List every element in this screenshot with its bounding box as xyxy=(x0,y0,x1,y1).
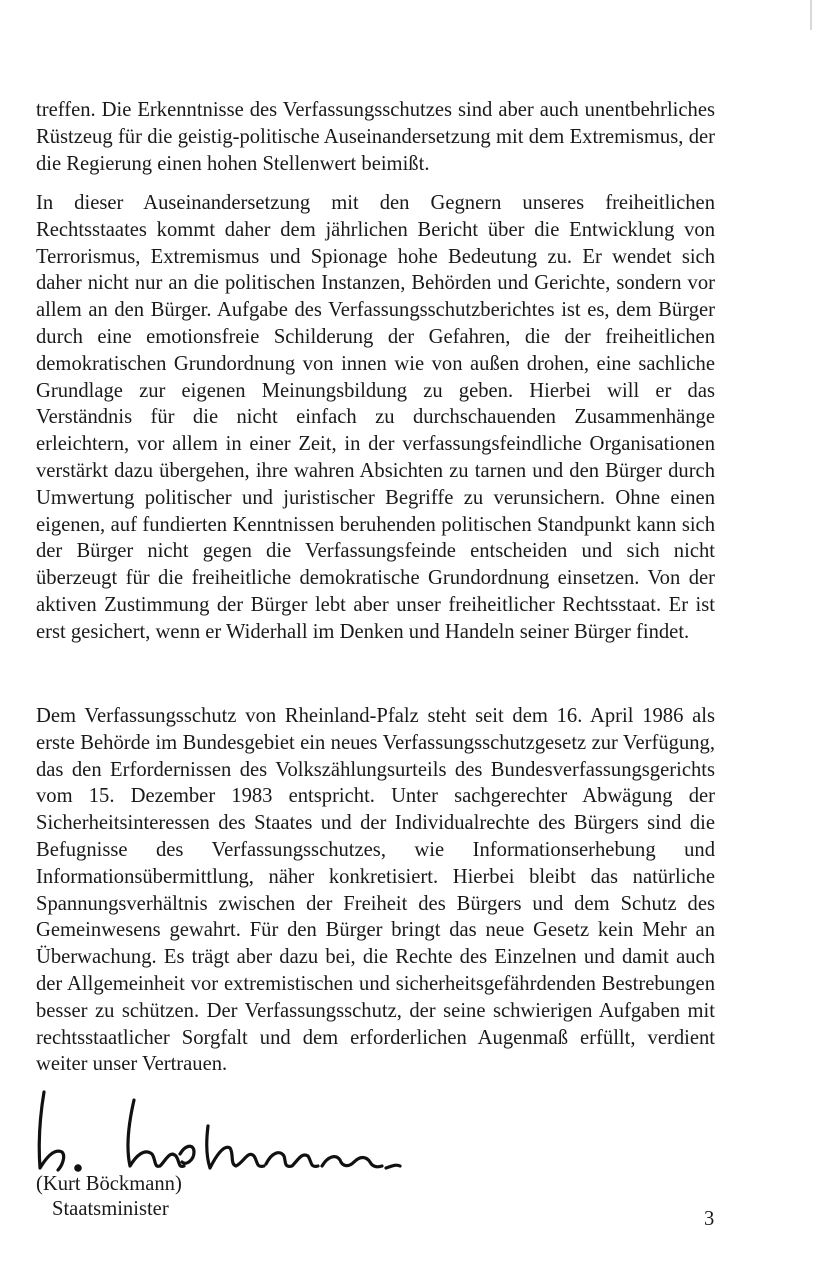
signer-name: (Kurt Böckmann) xyxy=(36,1173,182,1195)
scan-edge-mark xyxy=(810,0,812,30)
paragraph-report-purpose: In dieser Auseinandersetzung mit den Gegnern unseres freiheitlichen Rechtsstaates kommt daher dem jährlichen Bericht über die Entwicklung von Terrorismus, Extremismus und Spionage hohe Bedeutung zu. Er wendet sich daher nicht nur an die politischen Instanzen, Behörden und Gerichte, sondern vor allem an den Bürger. Aufgabe des Verfassungsschutzberichtes ist es, dem Bürger durch eine emotionsfreie Schilderung der Gefahren, die der freiheitlichen demokratischen Grundordnung von innen wie von außen drohen, eine sachliche Grundlage zur eigenen Meinungsbildung zu geben. Hierbei will er das Verständnis für die nicht einfach zu durchschauenden Zusammenhänge erleichtern, vor allem in einer Zeit, in der verfassungsfeindliche Organisationen verstärkt dazu übergehen, ihre wahren Absichten zu tarnen und den Bürger durch Umwertung politischer und juristischer Begriffe zu verunsichern. Ohne einen eigenen, auf fundierten Kenntnissen beruhenden politischen Standpunkt kann sich der Bürger nicht gegen die Verfassungsfeinde entscheiden und sich nicht überzeugt für die freiheitliche demokratische Grundordnung einsetzen. Von der aktiven Zustimmung der Bürger lebt aber unser freiheitlicher Rechtsstaat. Er ist erst gesichert, wenn er Widerhall im Denken und Handeln seiner Bürger findet. xyxy=(36,192,715,643)
page-number: 3 xyxy=(704,1208,715,1230)
handwritten-signature xyxy=(30,1086,410,1178)
paragraph-intro-continuation: treffen. Die Erkenntnisse des Verfassungsschutzes sind aber auch unentbehrliches Rüstzeug für die geistig-politische Auseinandersetzung mit dem Extremismus, der die Regierung einen hohen Stellenwert beimißt. xyxy=(36,99,715,175)
signer-title: Staatsminister xyxy=(52,1198,169,1220)
paragraph-new-law: Dem Verfassungsschutz von Rheinland-Pfalz steht seit dem 16. April 1986 als erste Behörde im Bundesgebiet ein neues Verfassungsschutzgesetz zur Verfügung, das den Erfordernissen des Volkszählungsurteils des Bundesverfassungsgerichts vom 15. Dezember 1983 entspricht. Unter sachgerechter Abwägung der Sicherheitsinteressen des Staates und der Individualrechte des Bürgers sind die Befugnisse des Verfassungsschutzes, wie Informationserhebung und Informationsübermittlung, näher konkretisiert. Hierbei bleibt das natürliche Spannungsverhältnis zwischen der Freiheit des Bürgers und dem Schutz des Gemeinwesens gewahrt. Für den Bürger bringt das neue Gesetz kein Mehr an Überwachung. Es trägt aber dazu bei, die Rechte des Einzelnen und damit auch der Allgemeinheit vor extremistischen und sicherheitsgefährdenden Bestrebungen besser zu schützen. Der Verfassungsschutz, der seine schwierigen Aufgaben mit rechtsstaatlicher Sorgfalt und dem erforderlichen Augenmaß erfüllt, verdient weiter unser Vertrauen. xyxy=(36,705,715,1076)
